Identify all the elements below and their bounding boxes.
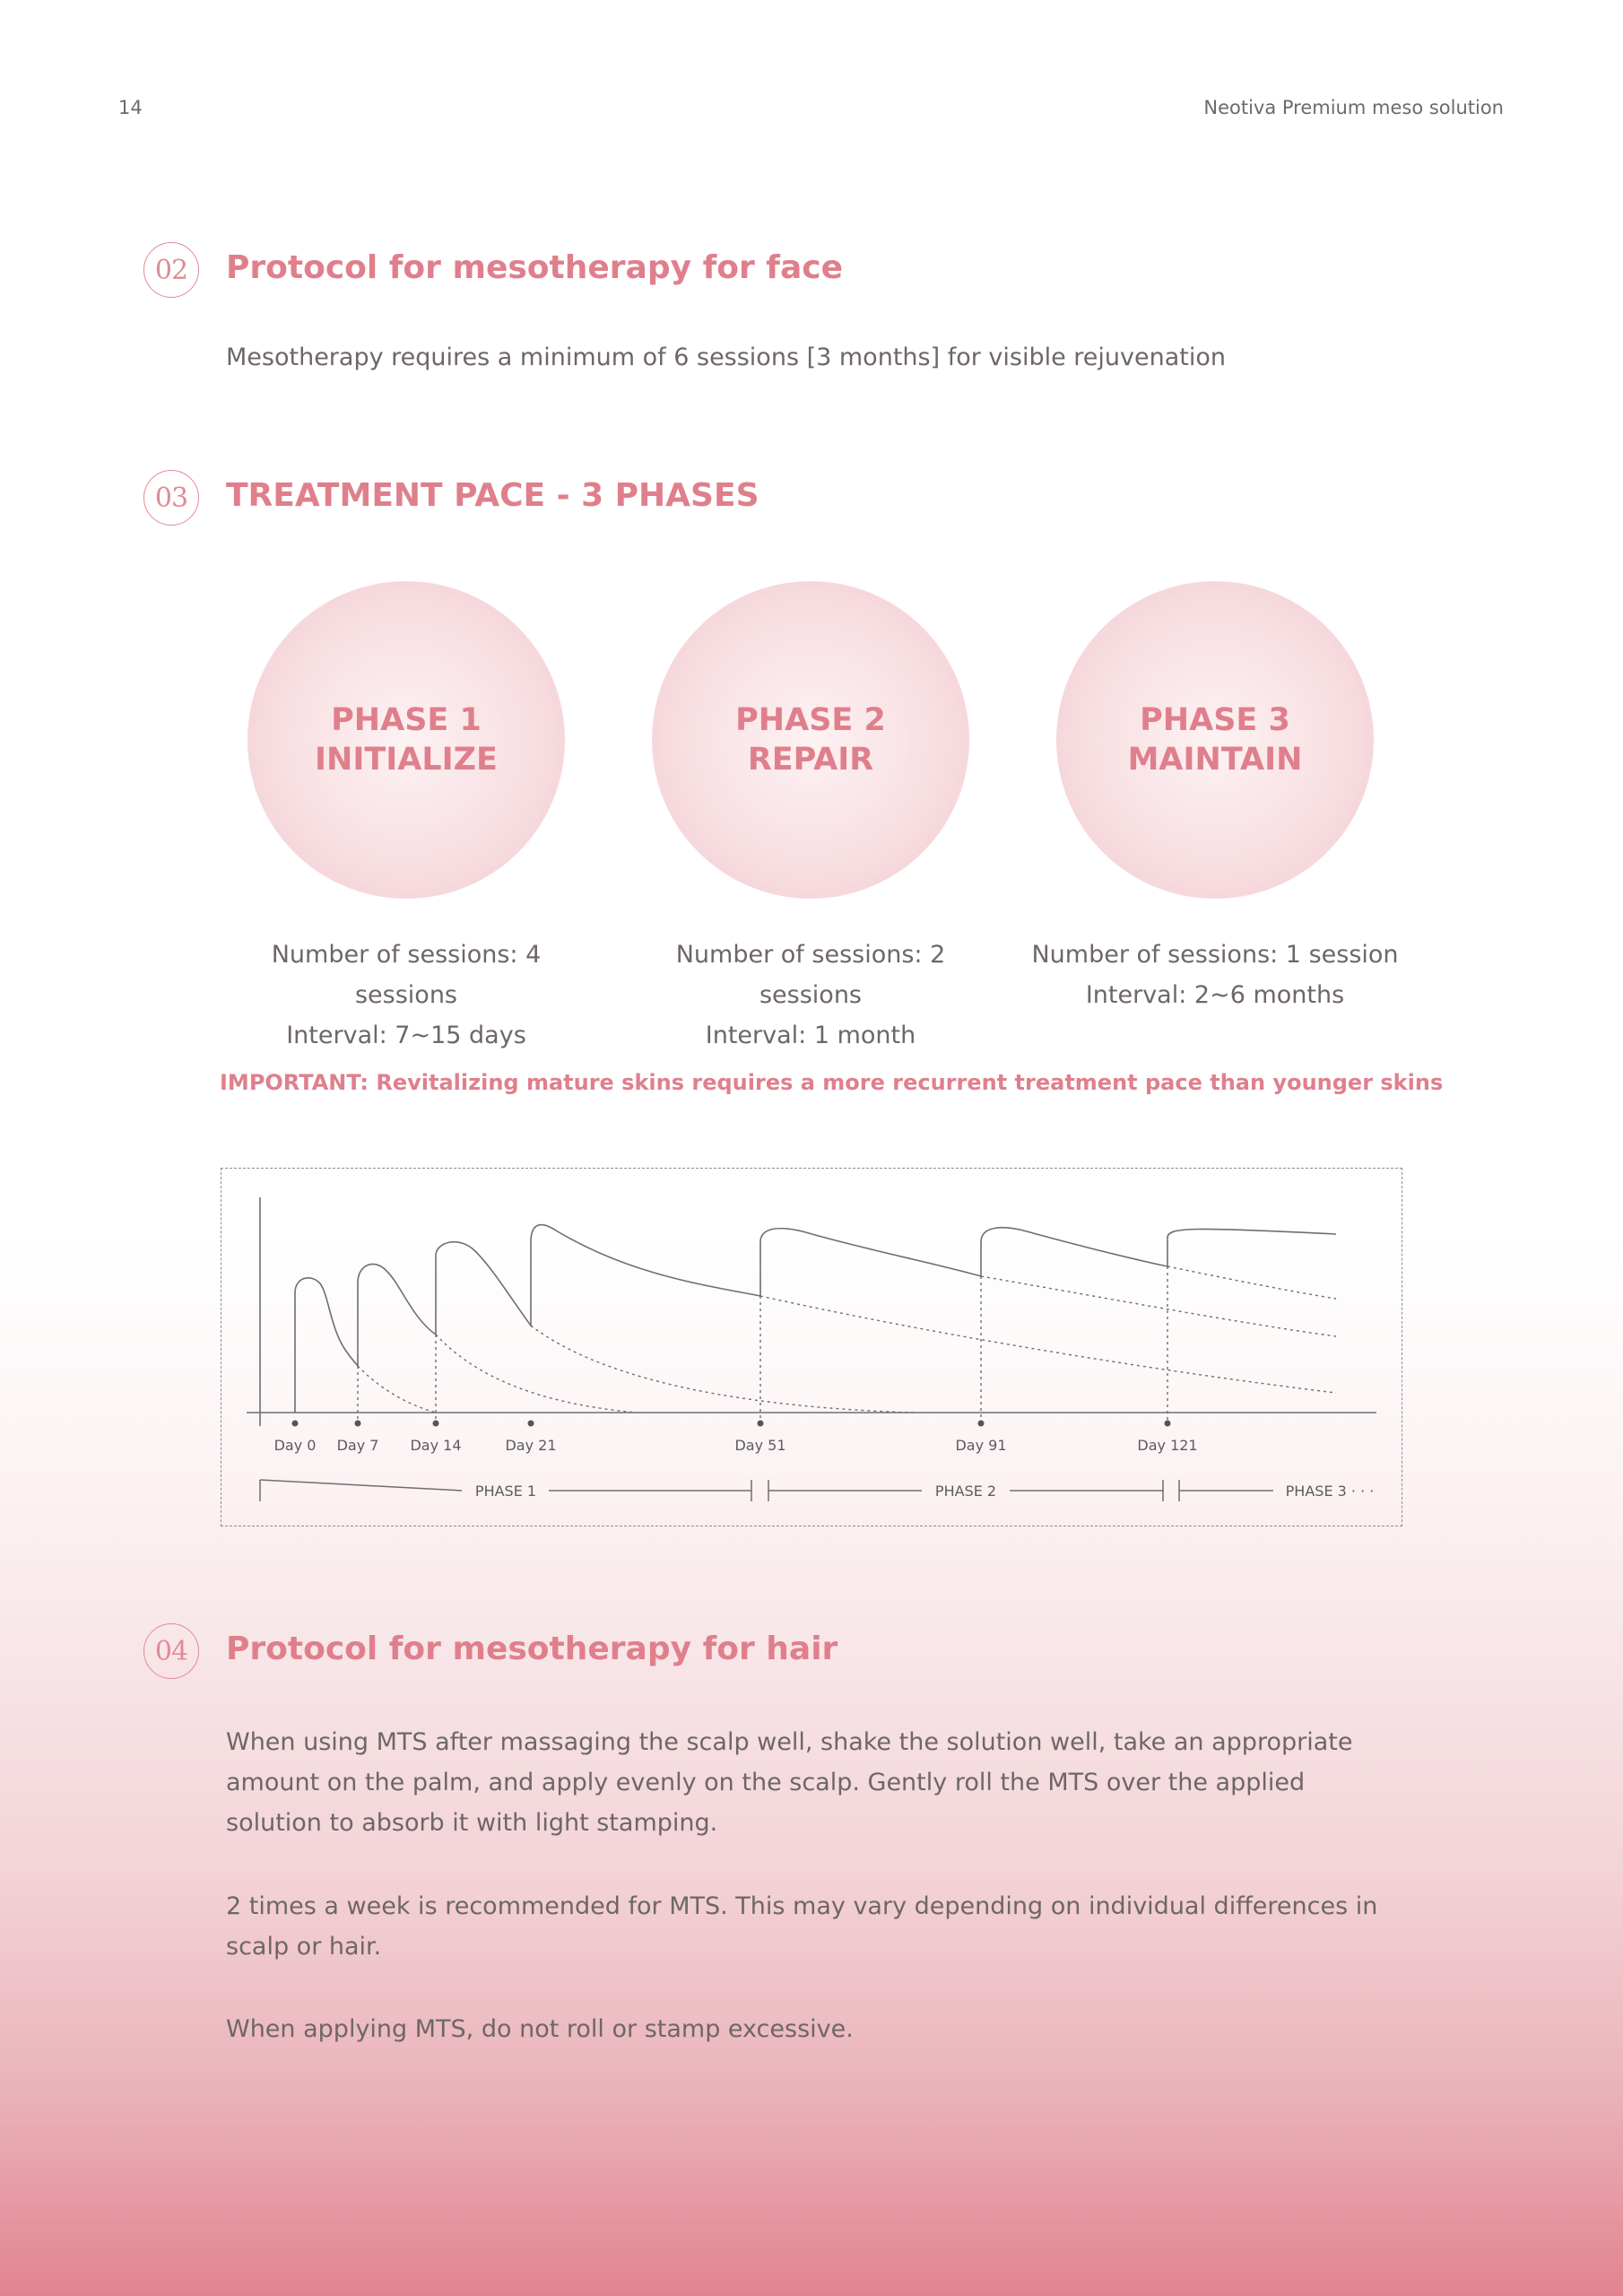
phase-2-label: PHASE 2 <box>735 702 886 738</box>
page-number: 14 <box>118 97 143 118</box>
phase-3-circle <box>1056 581 1374 899</box>
chart-decay-curve <box>358 1366 436 1413</box>
session-day-label: Day 121 <box>1136 1436 1198 1454</box>
phase-3-sessions: Number of sessions: 1 session <box>1031 941 1399 969</box>
phase-1-interval: Interval: 7~15 days <box>286 1022 526 1049</box>
session-day-label: Day 21 <box>504 1436 557 1454</box>
face-protocol-text: Mesotherapy requires a minimum of 6 sessions [3 months] for visible rejuvenation <box>226 344 1226 371</box>
session-point <box>757 1420 763 1426</box>
important-note: IMPORTANT: Revitalizing mature skins requires a more recurrent treatment pace than younger skins <box>220 1070 1444 1095</box>
chart-decay-curve <box>436 1335 637 1413</box>
session-point <box>291 1420 298 1426</box>
section-number-04: 04 <box>143 1623 199 1679</box>
phase-1-chart-label: PHASE 1 <box>474 1482 536 1500</box>
section-title-treatment-pace: TREATMENT PACE - 3 PHASES <box>226 477 759 514</box>
hair-paragraph-1: When using MTS after massaging the scalp well, shake the solution well, take an appropriate amount on the palm, and apply evenly on the scalp. Gently roll the MTS over the applied solution to absorb it with light stamping. <box>226 1728 1353 1837</box>
document-title: Neotiva Premium meso solution <box>1203 97 1504 118</box>
phase-2-circle <box>652 581 969 899</box>
chart-decay-curve <box>1167 1266 1336 1299</box>
phase-1-sessions: Number of sessions: 4 sessions <box>271 941 542 1009</box>
phase-2-interval: Interval: 1 month <box>705 1022 916 1049</box>
section-title-hair: Protocol for mesotherapy for hair <box>226 1631 838 1667</box>
hair-paragraph-2: 2 times a week is recommended for MTS. This may vary depending on individual differences in scalp or hair. <box>226 1892 1378 1961</box>
phase-1-name: INITIALIZE <box>315 742 498 778</box>
chart-main-curve <box>295 1224 1336 1412</box>
chart-decay-curve <box>531 1326 915 1413</box>
phase-2-info <box>622 935 999 1056</box>
session-day-label: Day 14 <box>409 1436 462 1454</box>
section-title-face: Protocol for mesotherapy for face <box>226 249 843 286</box>
session-point <box>977 1420 984 1426</box>
session-point <box>1164 1420 1170 1426</box>
hair-paragraph-3: When applying MTS, do not roll or stamp excessive. <box>226 2015 854 2043</box>
phase-3-label: PHASE 3 <box>1140 702 1290 738</box>
session-day-label: Day 91 <box>954 1436 1007 1454</box>
session-point <box>432 1420 438 1426</box>
session-day-label: Day 0 <box>273 1436 316 1454</box>
session-day-label: Day 51 <box>733 1436 786 1454</box>
treatment-chart-box <box>221 1168 1402 1526</box>
phase-2-sessions: Number of sessions: 2 sessions <box>675 941 946 1009</box>
phase-1-bracket-left <box>260 1480 462 1491</box>
treatment-pace-chart <box>221 1168 1402 1526</box>
chart-decay-curve <box>981 1276 1336 1336</box>
phase-2-name: REPAIR <box>747 742 874 778</box>
phase-1-circle <box>247 581 565 899</box>
chart-decay-curve <box>760 1296 1336 1393</box>
session-day-label: Day 7 <box>336 1436 378 1454</box>
session-point <box>527 1420 534 1426</box>
phase-2-chart-label: PHASE 2 <box>934 1482 996 1500</box>
phase-3-chart-label: PHASE 3 · · · <box>1285 1482 1374 1500</box>
phase-3-info <box>1027 935 1403 1015</box>
phase-3-interval: Interval: 2~6 months <box>1085 981 1345 1009</box>
section-number-02: 02 <box>143 242 199 298</box>
section-number-03: 03 <box>143 470 199 526</box>
session-point <box>354 1420 360 1426</box>
phase-1-label: PHASE 1 <box>331 702 482 738</box>
phase-1-info <box>218 935 595 1056</box>
phase-3-name: MAINTAIN <box>1127 742 1303 778</box>
